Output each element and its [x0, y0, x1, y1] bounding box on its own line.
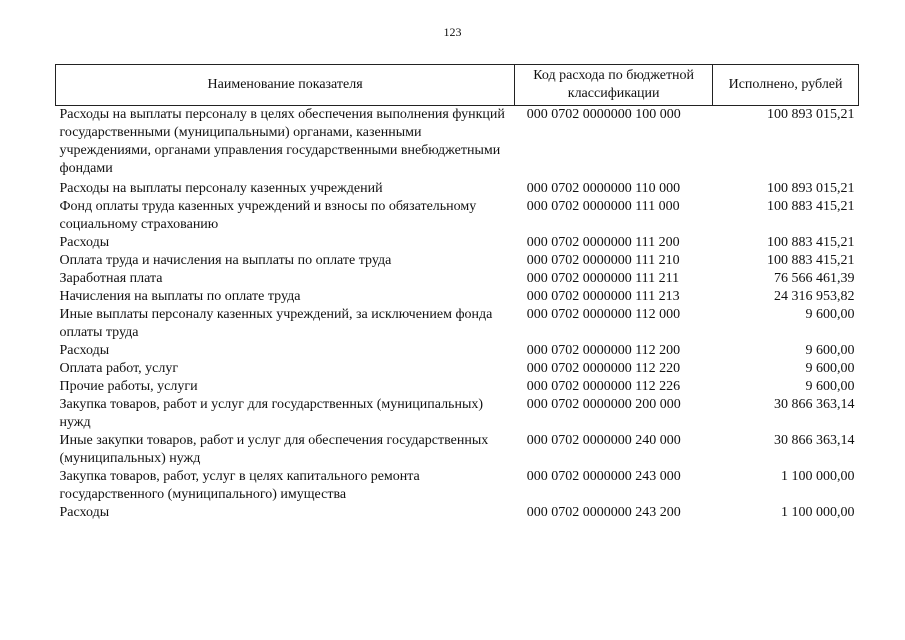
table-row	[56, 378, 859, 396]
budget-code: 000 0702 0000000 200 000	[526, 397, 681, 412]
table-row	[56, 342, 859, 360]
executed-amount: 24 316 953,82	[774, 289, 855, 304]
table-row	[56, 180, 859, 198]
budget-code: 000 0702 0000000 110 000	[526, 181, 681, 196]
executed-amount: 1 100 000,00	[781, 505, 855, 520]
budget-code: 000 0702 0000000 111 000	[526, 199, 680, 214]
executed-amount: 9 600,00	[805, 307, 855, 322]
budget-code: 000 0702 0000000 243 200	[526, 505, 681, 520]
table-row	[56, 306, 859, 342]
executed-amount: 100 883 415,21	[767, 199, 855, 214]
indicator-name: Прочие работы, услуги	[59, 379, 198, 394]
executed-amount: 9 600,00	[805, 379, 855, 394]
table-row	[56, 396, 859, 432]
budget-code: 000 0702 0000000 112 226	[526, 379, 681, 394]
indicator-name: Расходы на выплаты персоналу в целях обеспечения выполнения функций государственными (муниципальными) органами, казенными учреждениями, органами управления государственными внебюджетными фондами	[59, 107, 505, 176]
indicator-name: Фонд оплаты труда казенных учреждений и взносы по обязательному социальному страхованию	[59, 199, 477, 232]
executed-amount: 9 600,00	[805, 361, 855, 376]
executed-amount: 100 893 015,21	[767, 107, 855, 122]
indicator-name: Закупка товаров, работ, услуг в целях капитального ремонта государственного (муниципального) имущества	[59, 469, 420, 502]
indicator-name: Оплата труда и начисления на выплаты по оплате труда	[59, 253, 392, 268]
executed-amount: 9 600,00	[805, 343, 855, 358]
table-row	[56, 504, 859, 522]
executed-amount: 1 100 000,00	[781, 469, 855, 484]
table-row	[56, 432, 859, 468]
header-indicator-name: Наименование показателя	[56, 65, 515, 106]
budget-code: 000 0702 0000000 111 211	[526, 271, 680, 286]
indicator-name: Оплата работ, услуг	[59, 361, 179, 376]
executed-amount: 30 866 363,14	[774, 433, 855, 448]
budget-code: 000 0702 0000000 112 200	[526, 343, 681, 358]
executed-amount: 76 566 461,39	[774, 271, 855, 286]
indicator-name: Иные выплаты персоналу казенных учреждений, за исключением фонда оплаты труда	[59, 307, 493, 340]
executed-amount: 100 893 015,21	[767, 181, 855, 196]
indicator-name: Иные закупки товаров, работ и услуг для обеспечения государственных (муниципальных) нужд	[59, 433, 489, 466]
table-header-row	[56, 65, 859, 106]
table-row	[56, 234, 859, 252]
indicator-name: Расходы	[59, 505, 110, 520]
indicator-name: Расходы на выплаты персоналу казенных учреждений	[59, 181, 383, 196]
table-row	[56, 468, 859, 504]
budget-code: 000 0702 0000000 111 210	[526, 253, 680, 268]
page-number: 123	[443, 25, 462, 39]
budget-code: 000 0702 0000000 111 213	[526, 289, 680, 304]
budget-code: 000 0702 0000000 240 000	[526, 433, 681, 448]
expenditure-table	[55, 64, 859, 522]
table-row	[56, 198, 859, 234]
indicator-name: Расходы	[59, 235, 110, 250]
indicator-name: Начисления на выплаты по оплате труда	[59, 289, 301, 304]
table-row	[56, 106, 859, 181]
indicator-name: Закупка товаров, работ и услуг для государственных (муниципальных) нужд	[59, 397, 484, 430]
table-row	[56, 270, 859, 288]
budget-code: 000 0702 0000000 112 000	[526, 307, 681, 322]
budget-code: 000 0702 0000000 100 000	[526, 107, 681, 122]
table-row	[56, 288, 859, 306]
budget-code: 000 0702 0000000 111 200	[526, 235, 680, 250]
header-executed-amount: Исполнено, рублей	[713, 65, 859, 106]
header-budget-code: Код расхода по бюджетной классификации	[515, 65, 713, 106]
budget-code: 000 0702 0000000 112 220	[526, 361, 681, 376]
budget-code: 000 0702 0000000 243 000	[526, 469, 681, 484]
executed-amount: 30 866 363,14	[774, 397, 855, 412]
indicator-name: Расходы	[59, 343, 110, 358]
table-row	[56, 360, 859, 378]
table-row	[56, 252, 859, 270]
indicator-name: Заработная плата	[59, 271, 163, 286]
executed-amount: 100 883 415,21	[767, 235, 855, 250]
executed-amount: 100 883 415,21	[767, 253, 855, 268]
